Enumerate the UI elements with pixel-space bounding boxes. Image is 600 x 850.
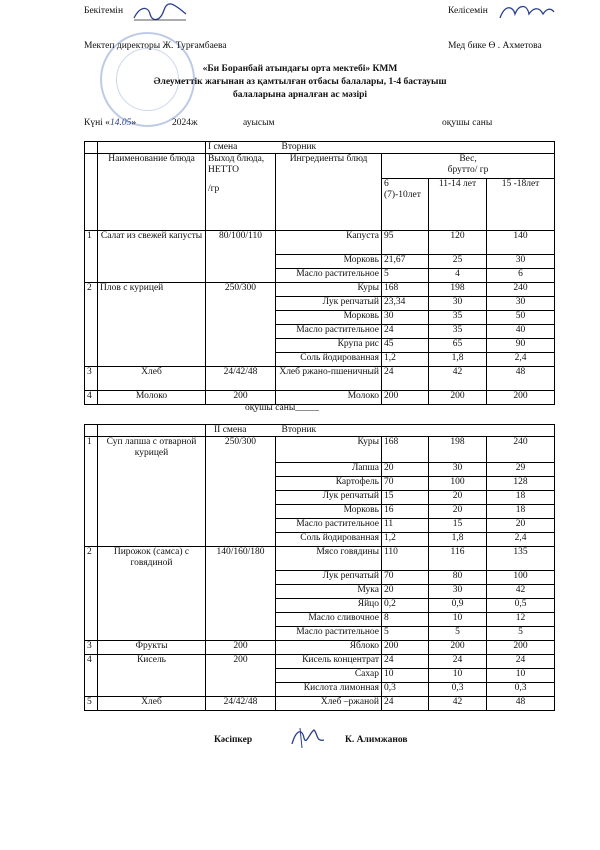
dish-output: 200 xyxy=(233,391,248,401)
nurse-line: Мед бике Ө . Ахметова xyxy=(448,41,542,51)
weight-age-2: 30 xyxy=(452,463,463,473)
ingredient-name: Морковь xyxy=(343,311,379,321)
weight-age-3: 2,4 xyxy=(514,353,527,363)
table-row xyxy=(85,669,555,683)
menu-table-shift-2 xyxy=(84,424,555,711)
weight-age-2: 30 xyxy=(452,585,463,595)
dish-name: Хлеб xyxy=(141,697,162,707)
ingredient-name: Яблоко xyxy=(349,641,379,651)
weight-age-3: 5 xyxy=(518,627,523,637)
weight-age-1: 24 xyxy=(384,655,394,665)
weight-age-3: 40 xyxy=(515,325,526,335)
ingredient-name: Соль йодированная xyxy=(300,533,379,543)
table-row xyxy=(85,311,555,325)
weight-age-2: 1,8 xyxy=(451,353,464,363)
shift-1-day: Вторник xyxy=(281,142,317,152)
table-row xyxy=(85,697,555,711)
weight-age-3: 20 xyxy=(515,519,526,529)
students-count-between: оқушы саны_____ xyxy=(245,403,319,413)
weight-age-1: 15 xyxy=(384,491,394,501)
weight-age-2: 116 xyxy=(450,547,465,557)
table-row xyxy=(85,463,555,477)
dish-output: 24/42/48 xyxy=(223,697,258,707)
weight-age-1: 1,2 xyxy=(384,353,396,363)
director-line: Мектеп директоры Ж. Турғамбаева xyxy=(84,41,227,51)
weight-age-2: 200 xyxy=(450,641,465,651)
table-row xyxy=(85,585,555,599)
dish-output: 250/300 xyxy=(224,437,257,447)
weight-age-2: 20 xyxy=(452,491,463,501)
weight-age-3: 48 xyxy=(515,697,526,707)
row-number: 1 xyxy=(87,231,92,241)
dish-output: 250/300 xyxy=(224,283,257,293)
ingredient-name: Хлеб –ржаной xyxy=(320,697,379,707)
weight-age-2: 35 xyxy=(452,325,463,335)
weight-age-1: 23,34 xyxy=(384,297,406,307)
table-row xyxy=(85,519,555,533)
table-row xyxy=(85,367,555,391)
table-row xyxy=(85,547,555,571)
approve-label-left: Бекітемін xyxy=(84,6,124,16)
shift-2-label: II смена xyxy=(214,425,247,435)
col-output: Выход блюда, НЕТТО xyxy=(208,154,265,175)
weight-age-1: 5 xyxy=(384,627,389,637)
ingredient-name: Масло растительное xyxy=(296,519,379,529)
col-age-3: 15 -18лет xyxy=(501,179,540,189)
weight-age-1: 200 xyxy=(384,641,399,651)
row-number: 2 xyxy=(87,283,92,293)
table-row xyxy=(85,325,555,339)
table-row xyxy=(85,505,555,519)
dish-output: 200 xyxy=(233,655,248,665)
table-row xyxy=(85,297,555,311)
footer-name: К. Алимжанов xyxy=(345,735,408,745)
ingredient-name: Лук репчатый xyxy=(322,491,379,501)
table-row xyxy=(85,437,555,463)
dish-name: Плов с курицей xyxy=(100,283,164,293)
weight-age-3: 30 xyxy=(515,297,526,307)
weight-age-1: 24 xyxy=(384,697,394,707)
table-row xyxy=(85,477,555,491)
weight-age-3: 200 xyxy=(513,391,528,401)
weight-age-2: 24 xyxy=(452,655,463,665)
col-dish-name: Наименование блюда xyxy=(108,154,195,164)
ingredient-name: Лапша xyxy=(351,463,379,473)
weight-age-2: 198 xyxy=(450,283,465,293)
weight-age-3: 0,5 xyxy=(514,599,527,609)
weight-age-1: 24 xyxy=(384,367,394,377)
weight-age-2: 0,9 xyxy=(451,599,464,609)
ingredient-name: Кисель концентрат xyxy=(302,655,379,665)
col-ingredients: Ингредиенты блюд xyxy=(289,154,368,164)
ingredient-name: Масло растительное xyxy=(296,325,379,335)
table-row xyxy=(85,231,555,255)
table-row xyxy=(85,391,555,405)
weight-age-3: 18 xyxy=(515,491,526,501)
table-row xyxy=(85,255,555,269)
date-prefix: Күні « xyxy=(84,118,110,128)
dish-name: Фрукты xyxy=(135,641,168,651)
weight-age-2: 20 xyxy=(452,505,463,515)
table-row xyxy=(85,683,555,697)
ingredient-name: Яйцо xyxy=(357,599,379,609)
weight-age-1: 21,67 xyxy=(384,255,406,265)
row-number: 2 xyxy=(87,547,92,557)
weight-age-3: 12 xyxy=(515,613,526,623)
ingredient-name: Капуста xyxy=(346,231,379,241)
weight-age-3: 6 xyxy=(518,269,523,279)
dish-output: 80/100/110 xyxy=(219,231,262,241)
ingredient-name: Куры xyxy=(357,283,379,293)
weight-age-1: 11 xyxy=(384,519,394,529)
date-year: 2024ж xyxy=(172,118,198,128)
weight-age-2: 42 xyxy=(452,697,463,707)
weight-age-1: 95 xyxy=(384,231,394,241)
row-number: 3 xyxy=(87,641,92,651)
title-line-1: «Би Боранбай атындағы орта мектебі» КММ xyxy=(202,64,398,74)
row-number: 3 xyxy=(87,367,92,377)
weight-age-1: 45 xyxy=(384,339,394,349)
weight-age-2: 25 xyxy=(452,255,463,265)
row-number: 5 xyxy=(87,697,92,707)
nurse-signature xyxy=(497,0,557,24)
ingredient-name: Масло растительное xyxy=(296,269,379,279)
ingredient-name: Лук репчатый xyxy=(322,297,379,307)
weight-age-1: 20 xyxy=(384,585,394,595)
weight-age-3: 0,3 xyxy=(514,683,527,693)
col-weight-sub: брутто/ гр xyxy=(447,165,489,175)
weight-age-2: 35 xyxy=(452,311,463,321)
ingredient-name: Кислота лимонная xyxy=(303,683,379,693)
weight-age-1: 0,2 xyxy=(384,599,396,609)
weight-age-2: 65 xyxy=(452,339,463,349)
weight-age-3: 29 xyxy=(515,463,526,473)
weight-age-2: 198 xyxy=(450,437,465,447)
table-row xyxy=(85,283,555,297)
weight-age-3: 128 xyxy=(513,477,528,487)
dish-name: Кисель xyxy=(136,655,167,665)
weight-age-3: 48 xyxy=(515,367,526,377)
table-row xyxy=(85,627,555,641)
ingredient-name: Картофель xyxy=(335,477,379,487)
title-line-2: Әлеуметтік жағынан аз қамтылған отбасы балалары, 1-4 бастауыш xyxy=(153,77,447,87)
weight-age-2: 15 xyxy=(452,519,463,529)
footer-role: Кәсіпкер xyxy=(214,735,253,745)
weight-age-3: 2,4 xyxy=(514,533,527,543)
weight-age-2: 10 xyxy=(452,613,463,623)
weight-age-2: 0,3 xyxy=(451,683,464,693)
weight-age-1: 16 xyxy=(384,505,394,515)
shift-2-day: Вторник xyxy=(281,425,317,435)
weight-age-1: 10 xyxy=(384,669,394,679)
date-handwritten: 14.05 xyxy=(109,118,132,128)
col-weight: Вес, xyxy=(459,154,477,164)
weight-age-3: 42 xyxy=(515,585,526,595)
weight-age-2: 42 xyxy=(452,367,463,377)
dish-output: 140/160/180 xyxy=(216,547,265,557)
weight-age-3: 135 xyxy=(513,547,528,557)
table-row xyxy=(85,599,555,613)
table-row xyxy=(85,613,555,627)
ingredient-name: Сахар xyxy=(354,669,379,679)
approve-label-right: Келісемін xyxy=(448,6,488,16)
col-age-1: 6 (7)-10лет xyxy=(384,179,421,200)
weight-age-3: 100 xyxy=(513,571,528,581)
shift-1-label: I смена xyxy=(208,142,238,152)
ingredient-name: Хлеб ржано-пшеничный xyxy=(279,367,379,377)
weight-age-3: 18 xyxy=(515,505,526,515)
title-line-3: балаларына арналған ас мәзірі xyxy=(232,90,368,100)
table-row xyxy=(85,339,555,353)
weight-age-3: 140 xyxy=(513,231,528,241)
row-number: 4 xyxy=(87,655,92,665)
table-row xyxy=(85,269,555,283)
ingredient-name: Морковь xyxy=(343,505,379,515)
table-row xyxy=(85,641,555,655)
footer-signature xyxy=(288,724,328,750)
weight-age-1: 70 xyxy=(384,571,394,581)
weight-age-3: 240 xyxy=(513,283,528,293)
ingredient-name: Куры xyxy=(357,437,379,447)
ingredient-name: Крупа рис xyxy=(337,339,379,349)
weight-age-2: 1,8 xyxy=(451,533,464,543)
weight-age-1: 110 xyxy=(384,547,398,557)
ingredient-name: Лук репчатый xyxy=(322,571,379,581)
ingredient-name: Масло растительное xyxy=(296,627,379,637)
weight-age-1: 8 xyxy=(384,613,389,623)
weight-age-2: 120 xyxy=(450,231,465,241)
weight-age-1: 168 xyxy=(384,283,399,293)
col-age-2: 11-14 лет xyxy=(438,179,477,189)
dish-name: Пирожок (самса) с говядиной xyxy=(113,547,190,568)
table-row xyxy=(85,533,555,547)
ingredient-name: Мука xyxy=(357,585,379,595)
weight-age-1: 24 xyxy=(384,325,394,335)
col-output-unit: /гр xyxy=(208,184,220,194)
table-row xyxy=(85,571,555,585)
weight-age-1: 200 xyxy=(384,391,399,401)
weight-age-3: 24 xyxy=(515,655,526,665)
weight-age-3: 50 xyxy=(515,311,526,321)
ingredient-name: Соль йодированная xyxy=(300,353,379,363)
weight-age-3: 10 xyxy=(515,669,526,679)
menu-table-shift-1 xyxy=(84,141,555,405)
dish-output: 200 xyxy=(233,641,248,651)
table-row xyxy=(85,491,555,505)
weight-age-3: 200 xyxy=(513,641,528,651)
row-number: 1 xyxy=(87,437,92,447)
weight-age-2: 5 xyxy=(455,627,460,637)
ingredient-name: Мясо говядины xyxy=(316,547,379,557)
row-number: 4 xyxy=(87,391,92,401)
weight-age-3: 30 xyxy=(515,255,526,265)
ingredient-name: Молоко xyxy=(347,391,379,401)
director-signature xyxy=(130,2,190,24)
table-row xyxy=(85,353,555,367)
weight-age-1: 1,2 xyxy=(384,533,396,543)
weight-age-2: 100 xyxy=(450,477,465,487)
weight-age-1: 168 xyxy=(384,437,399,447)
date-line: Күні «14.05» xyxy=(84,118,137,128)
students-count-label: оқушы саны xyxy=(442,118,493,128)
weight-age-2: 200 xyxy=(450,391,465,401)
weight-age-3: 240 xyxy=(513,437,528,447)
dish-output: 24/42/48 xyxy=(223,367,258,377)
weight-age-1: 30 xyxy=(384,311,394,321)
weight-age-2: 30 xyxy=(452,297,463,307)
weight-age-2: 80 xyxy=(452,571,463,581)
weight-age-2: 4 xyxy=(455,269,460,279)
dish-name: Суп лапша с отварной курицей xyxy=(106,437,197,458)
weight-age-1: 0,3 xyxy=(384,683,396,693)
weight-age-2: 10 xyxy=(452,669,463,679)
dish-name: Салат из свежей капусты xyxy=(100,231,203,241)
weight-age-1: 5 xyxy=(384,269,389,279)
shift-label: ауысым xyxy=(243,118,275,128)
ingredient-name: Морковь xyxy=(343,255,379,265)
ingredient-name: Масло сливочное xyxy=(308,613,379,623)
table-row xyxy=(85,655,555,669)
weight-age-1: 70 xyxy=(384,477,394,487)
weight-age-3: 90 xyxy=(515,339,526,349)
dish-name: Молоко xyxy=(135,391,168,401)
weight-age-1: 20 xyxy=(384,463,394,473)
dish-name: Хлеб xyxy=(141,367,162,377)
